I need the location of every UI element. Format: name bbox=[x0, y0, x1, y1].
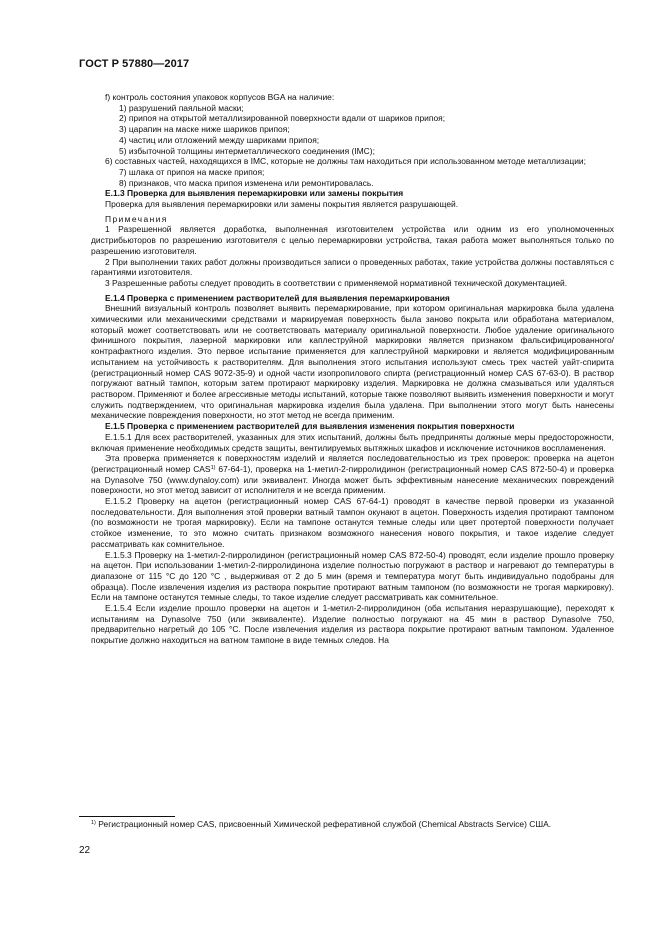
paragraph: Е.1.5.2 Проверку на ацетон (регистрационный номер CAS 67-64-1) проводят в качестве первой проверки из указанной последовательности. Для выполнения этой проверки ватный тампон окунают в ацетон. Поверхность изделия протирают тампоном (по возможности не трогая маркировку). Если на тампоне останутся темные следы или цвет протертой поверхности получает стойкое изменение, то это можно считать признаком возможного нанесения нового покрытия, и такое изделие следует рассматривать как сомнительное. bbox=[91, 496, 614, 549]
list-item: 1) разрушений паяльной маски; bbox=[119, 102, 244, 113]
list-item: 8) признаков, что маска припоя изменена или ремонтировалась. bbox=[119, 177, 374, 188]
page-number: 22 bbox=[79, 845, 91, 856]
list-item: 6) составных частей, находящихся в IMC, которые не должны там находиться при использованном методе металлизации; bbox=[105, 156, 586, 167]
paragraph: 2 При выполнении таких работ должны производиться записи о проведенных работах, такие устройства должны поставляться с гарантиями изготовителя. bbox=[91, 256, 614, 278]
section-heading: Е.1.4 Проверка с применением растворителей для выявления перемаркирования bbox=[105, 292, 450, 303]
paragraph: Е.1.5.4 Если изделие прошло проверки на ацетон и 1-метил-2-пирролидинон (оба испытания неразрушающие), переходят к испытаниям на Dynasolve 750 (или эквиваленте). Изделие полностью погружают на 45 мин в раствор Dynasolve 750, предварительно нагретый до 105 °С. После извлечения изделия из раствора покрытие протирают ватным тампоном. Удаленное покрытие должно находиться на ватном тампоне в виде темных следов. На bbox=[91, 603, 614, 646]
paragraph: Внешний визуальный контроль позволяет выявить перемаркирование, при котором оригинальная маркировка была удалена химическими или механическими средствами и маркируемая поверхность была заново покрыта или обработана материалом, который может соответствовать или не соответствовать материалу оригинальной поверхности. Любое удаление оригинального финишного покрытия, лазерной маркировки или каплеструйной маркировки является признаком фальсифицированного/контрафактного изделия. Это первое испытание применяется для каплеструйной маркировки и является модифицированным испытанием на устойчивость к растворителям. Для выполнения этого испытания используют смесь трех частей уайт-спирита (регистрационный номер CAS 9072-35-9) и одной части изопропилового спирта (регистрационный номер CAS 67-63-0). В раствор погружают ватный тампон, которым затем протирают маркировку изделия. Маркировка не должна смазываться или удаляться раствором. Применяют и более агрессивные методы испытаний, которые также позволяют выявить изменения поверхности и могут служить подтверждением, что оригинальная маркировка изделия была удалена. При выполнении этого могут быть нанесены механические повреждения поверхности, но этот метод не всегда применим. bbox=[91, 303, 614, 421]
footnote-reference: 1) bbox=[210, 464, 216, 471]
footnote-marker: 1) bbox=[91, 820, 96, 826]
paragraph bbox=[91, 453, 614, 496]
list-item: 5) избыточной толщины интерметаллического соединения (IMC); bbox=[119, 145, 375, 156]
footnote-text: Регистрационный номер CAS, присвоенный Химической реферативной службой (Chemical Abstracts Service) США. bbox=[98, 819, 552, 829]
paragraph-text: 67-64-1), проверка на 1-метил-2-пирролидинон (регистрационный номер CAS 872-50-4) и проверка на Dynasolve 750 (www.dynaloy.com) или эквивалент. Иногда может быть эффективным нанесение механических повреждений поверхности, но этот метод зависит от исполнителя и не всегда применим. bbox=[91, 463, 614, 496]
document-body bbox=[91, 92, 614, 646]
paragraph-text: Эта проверка применяется к поверхностям изделий и является последовательностью из трех проверок: проверка на ацетон (регистрационный номер CAS bbox=[91, 453, 614, 474]
section-heading: Е.1.3 Проверка для выявления перемаркировки или замены покрытия bbox=[105, 188, 404, 199]
list-item: 3) царапин на маске ниже шариков припоя; bbox=[119, 124, 290, 135]
notes-title: Примечания bbox=[105, 213, 168, 224]
list-item: 2) припоя на открытой металлизированной поверхности вдали от шариков припоя; bbox=[119, 113, 446, 124]
document-header: ГОСТ Р 57880—2017 bbox=[79, 58, 190, 70]
paragraph: f) контроль состояния упаковок корпусов BGA на наличие: bbox=[105, 92, 335, 102]
footnote bbox=[79, 819, 614, 830]
footnote-separator bbox=[79, 816, 175, 817]
paragraph: Проверка для выявления перемаркировки или замены покрытия является разрушающей. bbox=[105, 199, 459, 210]
list-item: 7) шлака от припоя на маске припоя; bbox=[119, 166, 265, 177]
paragraph: 3 Разрешенные работы следует проводить в соответствии с применяемой нормативной технической документацией. bbox=[105, 277, 568, 288]
paragraph: Е.1.5.3 Проверку на 1-метил-2-пирролидинон (регистрационный номер CAS 872-50-4) проводят, если изделие прошло проверку на ацетон. При использовании 1-метил-2-пирролидинона изделие полностью погружают в раствор и нагревают до температуры в диапазоне от 115 °С до 120 °С , выдерживая от 2 до 5 мин (время и температура могут быть индивидуально подобраны для образца). После извлечения изделия из раствора покрытие протирают ватным тампоном (по возможности не трогая маркировку). Если на тампоне останутся темные следы, то такое изделие следует рассматривать как сомнительное. bbox=[91, 549, 614, 603]
paragraph: Е.1.5.1 Для всех растворителей, указанных для этих испытаний, должны быть предприняты должные меры предосторожности, включая применение необходимых средств защиты, вентилируемых вытяжных шкафов и исключение источников воспламенения. bbox=[91, 431, 614, 453]
list-item: 4) частиц или отложений между шариками припоя; bbox=[119, 134, 320, 145]
paragraph: 1 Разрешенной является доработка, выполненная изготовителем устройства или одним из его уполномоченных дистрибьюторов по разрешению изготовителя с целью перемаркировки устройства, такая работа может выполняться только по разрешению изготовителя. bbox=[91, 224, 614, 256]
section-heading: Е.1.5 Проверка с применением растворителей для выявления изменения покрытия поверхности bbox=[105, 421, 515, 432]
